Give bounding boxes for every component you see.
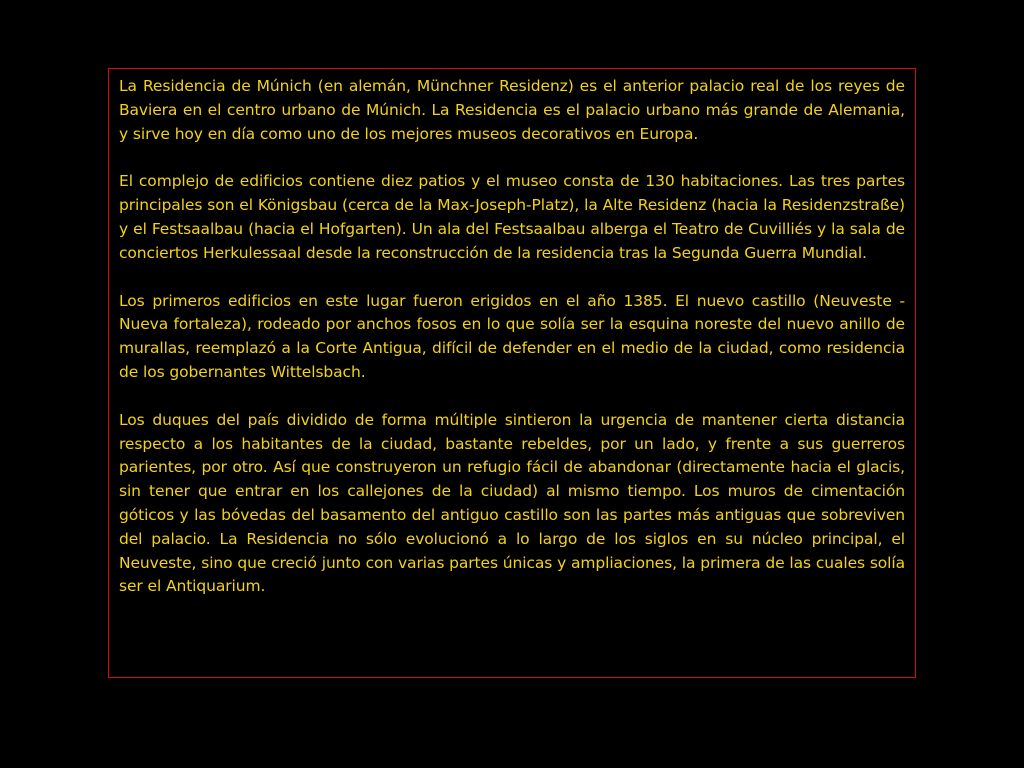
paragraph-complex: El complejo de edificios contiene diez patios y el museo consta de 130 habitaciones. Las tres partes principales son el Königsbau (cerca de la Max-Joseph-Platz), la Alte Residenz (hacia la Residenzstraße) y el Festsaalbau (hacia el Hofgarten). Un ala del Festsaalbau alberga el Teatro de Cuvilliés y la sala de conciertos Herkulessaal desde la reconstrucción de la residencia tras la Segunda Guerra Mundial. (119, 172, 905, 262)
paragraph-dukes: Los duques del país dividido de forma múltiple sintieron la urgencia de mantener cierta distancia respecto a los habitantes de la ciudad, bastante rebeldes, por un lado, y frente a sus guerreros parientes, por otro. Así que construyeron un refugio fácil de abandonar (directamente hacia el glacis, sin tener que entrar en los callejones de la ciudad) al mismo tiempo. Los muros de cimentación góticos y las bóvedas del basamento del antiguo castillo son las partes más antiguas que sobreviven del palacio. La Residencia no sólo evolucionó a lo largo de los siglos en su núcleo principal, el Neuveste, sino que creció junto con varias partes únicas y ampliaciones, la primera de las cuales solía ser el Antiquarium. (119, 410, 905, 596)
text-box (108, 68, 916, 678)
paragraph-first-buildings: Los primeros edificios en este lugar fueron erigidos en el año 1385. El nuevo castillo (Neuveste - Nueva fortaleza), rodeado por anchos fosos en lo que solía ser la esquina noreste del nuevo anillo de murallas, reemplazó a la Corte Antigua, difícil de defender en el medio de la ciudad, como residencia de los gobernantes Wittelsbach. (119, 291, 905, 381)
paragraph-intro: La Residencia de Múnich (en alemán, Münchner Residenz) es el anterior palacio real de los reyes de Baviera en el centro urbano de Múnich. La Residencia es el palacio urbano más grande de Alemania, y sirve hoy en día como uno de los mejores museos decorativos en Europa. (119, 77, 905, 143)
